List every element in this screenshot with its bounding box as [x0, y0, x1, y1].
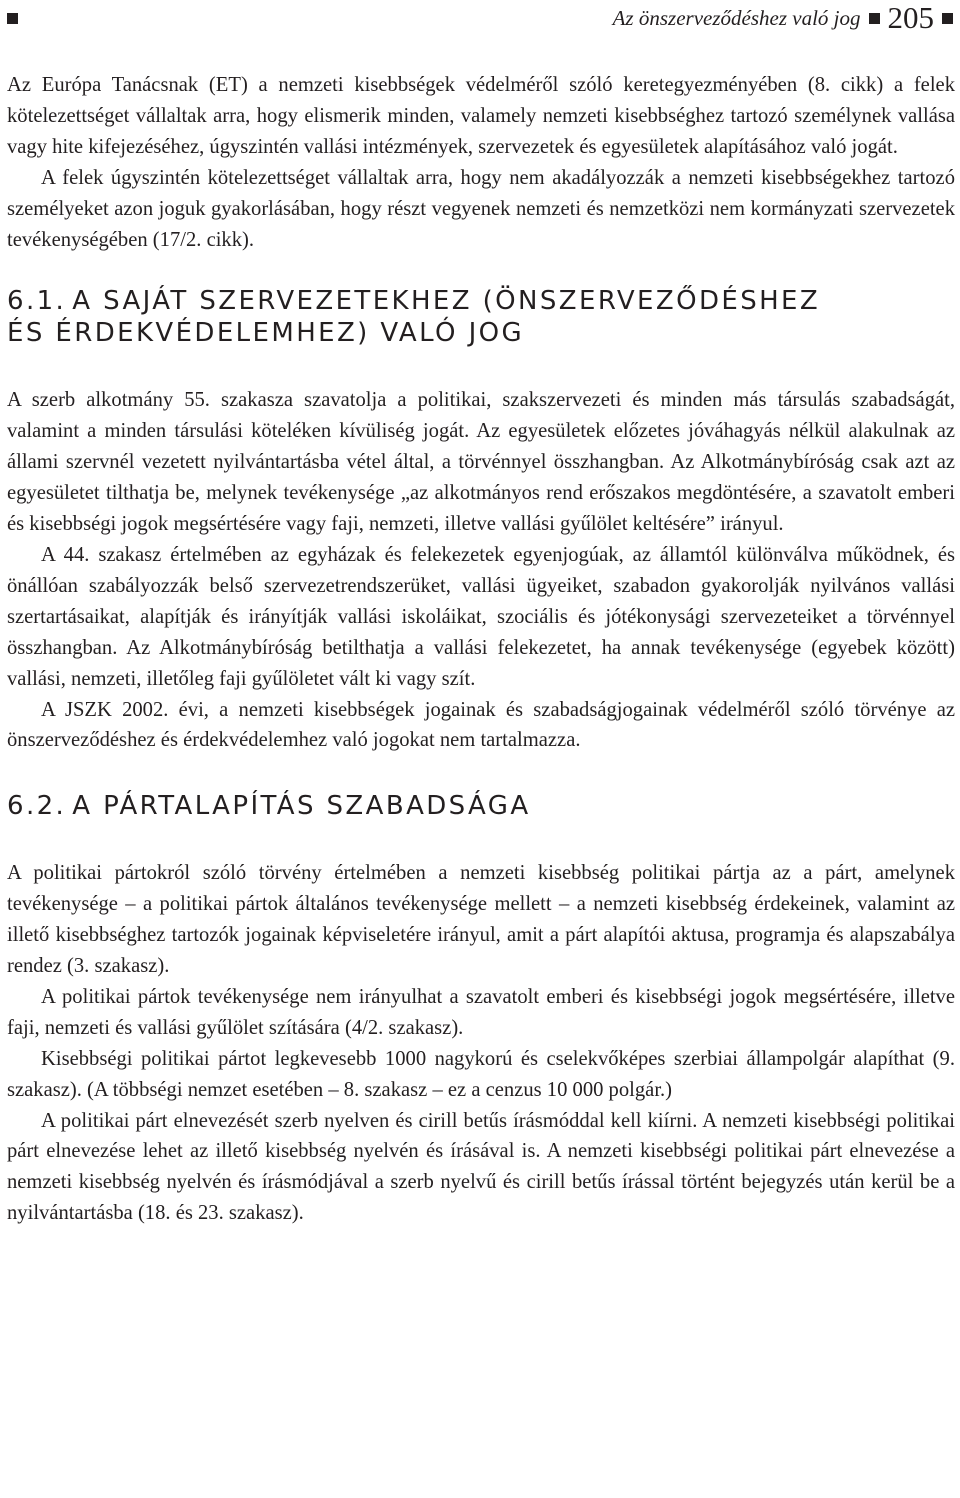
paragraph: Az Európa Tanácsnak (ET) a nemzeti kisebbségek védelméről szóló keretegyezményében (8. cikk) a felek kötelezettséget vállaltak arra, hogy elismerik minden, valamely nemzeti kisebbséghez tartozó személynek vallása vagy hite kifejezéséhez, úgyszintén vallási intézmények, szervezetek és egyesületek alapításához való jogát. — [7, 74, 955, 158]
running-title: Az önszerveződéshez való jog — [612, 6, 861, 30]
section-body — [7, 858, 955, 1229]
section-heading — [7, 285, 955, 349]
document-page — [7, 0, 955, 1229]
section-number: 6.1. — [7, 286, 67, 317]
page-number: 205 — [887, 0, 934, 35]
paragraph: A politikai párt elnevezését szerb nyelven és cirill betűs írásmóddal kell kiírni. A nemzeti kisebbségi politikai párt elnevezése lehet az illető kisebbség nyelvén és írásával is. A nemzeti kisebbségi politikai párt elnevezése a nemzeti kisebbség nyelvén és írásmódjával a szerb nyelvű és cirill betűs írással történt bejegyzés után kerül be a nyilvántartásba (18. és 23. szakasz). — [7, 1109, 955, 1225]
section-title-line: A SAJÁT SZERVEZETEKHEZ (ÖNSZERVEZŐDÉSHEZ — [72, 286, 821, 317]
paragraph: A JSZK 2002. évi, a nemzeti kisebbségek jogainak és szabadságjogainak védelméről szóló törvénye az önszerveződéshez és érdekvédelemhez való jogokat nem tartalmazza. — [7, 698, 955, 752]
header-right-group — [613, 0, 953, 36]
paragraph: A politikai pártokról szóló törvény értelmében a nemzeti kisebbség politikai pártja az a párt, amelynek tevékenysége – a politikai pártok általános tevékenysége mellett – a nemzeti kisebbség érdekeinek, valamint az illető kisebbséghez tartozók jogainak képviseletére irányul, amit a párt alapítói aktusa, programja és alapszabálya rendez (3. szakasz). — [7, 862, 955, 978]
square-bullet-icon — [869, 13, 880, 24]
section-title-line: ÉS ÉRDEKVÉDELEMHEZ) VALÓ JOG — [7, 318, 525, 349]
section-body — [7, 385, 955, 756]
running-header — [7, 0, 955, 42]
paragraph: A politikai pártok tevékenysége nem irányulhat a szavatolt emberi és kisebbségi jogok megsértésére, illetve faji, nemzeti és vallási gyűlölet szítására (4/2. szakasz). — [7, 985, 955, 1039]
section-number: 6.2. — [7, 791, 67, 822]
paragraph: A 44. szakasz értelmében az egyházak és felekezetek egyenjogúak, az államtól különválva működnek, és önállóan szabályozzák belső szervezetrendszerüket, vallási ügyeiket, szabadon gyakorolják nyilvános vallási szertartásaikat, alapítják és irányítják vallási iskoláikat, szociális és jótékonysági szervezeteiket a törvénnyel összhangban. Az Alkotmánybíróság betilthatja a vallási felekezetet, ha annak tevékenysége (egyebek között) vallási, nemzeti, illetőleg faji gyűlöletet vált ki vagy szít. — [7, 543, 955, 690]
paragraph: A szerb alkotmány 55. szakasza szavatolja a politikai, szakszervezeti és minden más társulás szabadságát, valamint a minden társulási köteléken kívüliség jogát. Az egyesületek előzetes jóváhagyás nélkül alakulnak az állami szervnél vezetett nyilvántartásba vétel által, a törvénnyel összhangban. Az Alkotmánybíróság csak azt az egyesületet tilthatja be, melynek tevékenysége „az alkotmányos rend erőszakos megdöntésére, a szavatolt emberi és kisebbségi jogok megsértésére vagy faji, nemzeti, illetve vallási gyűlölet keltésére” irányul. — [7, 389, 955, 536]
square-bullet-icon — [942, 13, 953, 24]
paragraph: A felek úgyszintén kötelezettséget vállaltak arra, hogy nem akadályozzák a nemzeti kisebbségekhez tartozó személyeket azon joguk gyakorlásában, hogy részt vegyenek nemzeti és nemzetközi nem kormányzati szervezetek tevékenységében (17/2. cikk). — [7, 166, 955, 251]
paragraph: Kisebbségi politikai pártot legkevesebb 1000 nagykorú és cselekvőképes szerbiai állampolgár alapíthat (9. szakasz). (A többségi nemzet esetében – 8. szakasz – ez a cenzus 10 000 polgár.) — [7, 1047, 955, 1101]
intro-text — [7, 70, 955, 255]
section-heading — [7, 790, 955, 822]
square-bullet-icon — [7, 13, 18, 24]
section-title: A PÁRTALAPÍTÁS SZABADSÁGA — [72, 791, 531, 822]
